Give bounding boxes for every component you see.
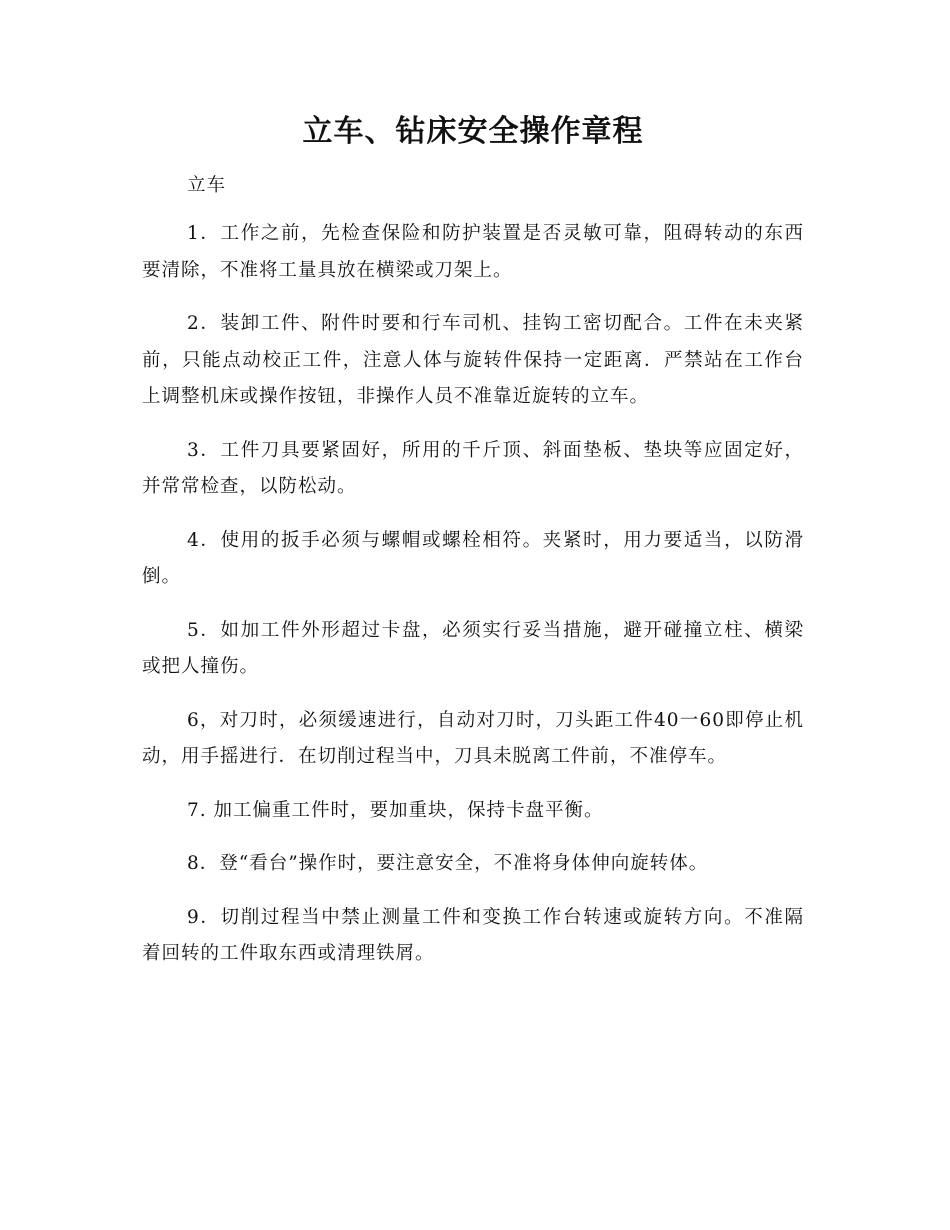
paragraph-9: 9．切削过程当中禁止测量工件和变换工作台转速或旋转方向。不准隔着回转的工件取东西或清理铁屑。 [142,906,804,964]
paragraph-8: 8．登“看台”操作时，要注意安全，不准将身体伸向旋转体。 [187,853,709,874]
paragraph-7: 7. 加工偏重工件时，要加重块，保持卡盘平衡。 [187,799,604,821]
paragraph-3: 3．工件刀具要紧固好，所用的千斤顶、斜面垫板、垫块等应固定好，并常常检查，以防松动。 [142,439,804,497]
section-heading: 立车 [187,175,227,196]
paragraph-2: 2．装卸工件、附件时要和行车司机、挂钩工密切配合。工件在未夹紧前，只能点动校正工件，注意人体与旋转件保持一定距离．严禁站在工作台上调整机床或操作按钮，非操作人员不准靠近旋转的立车。 [142,313,804,407]
page-title: 立车、钻床安全操作章程 [302,114,644,149]
paragraph-5: 5．如加工件外形超过卡盘，必须实行妥当措施，避开碰撞立柱、横梁或把人撞伤。 [142,619,804,677]
paragraph-6: 6，对刀时，必须缓速进行，自动对刀时，刀头距工件40一60即停止机动，用手摇进行．在切削过程当中，刀具未脱离工件前，不准停车。 [142,709,804,767]
paragraph-1: 1．工作之前，先检查保险和防护装置是否灵敏可靠，阻碍转动的东西要清除，不准将工量具放在横梁或刀架上。 [142,223,804,281]
paragraph-4: 4．使用的扳手必须与螺帽或螺栓相符。夹紧时，用力要适当，以防滑倒。 [142,529,804,587]
